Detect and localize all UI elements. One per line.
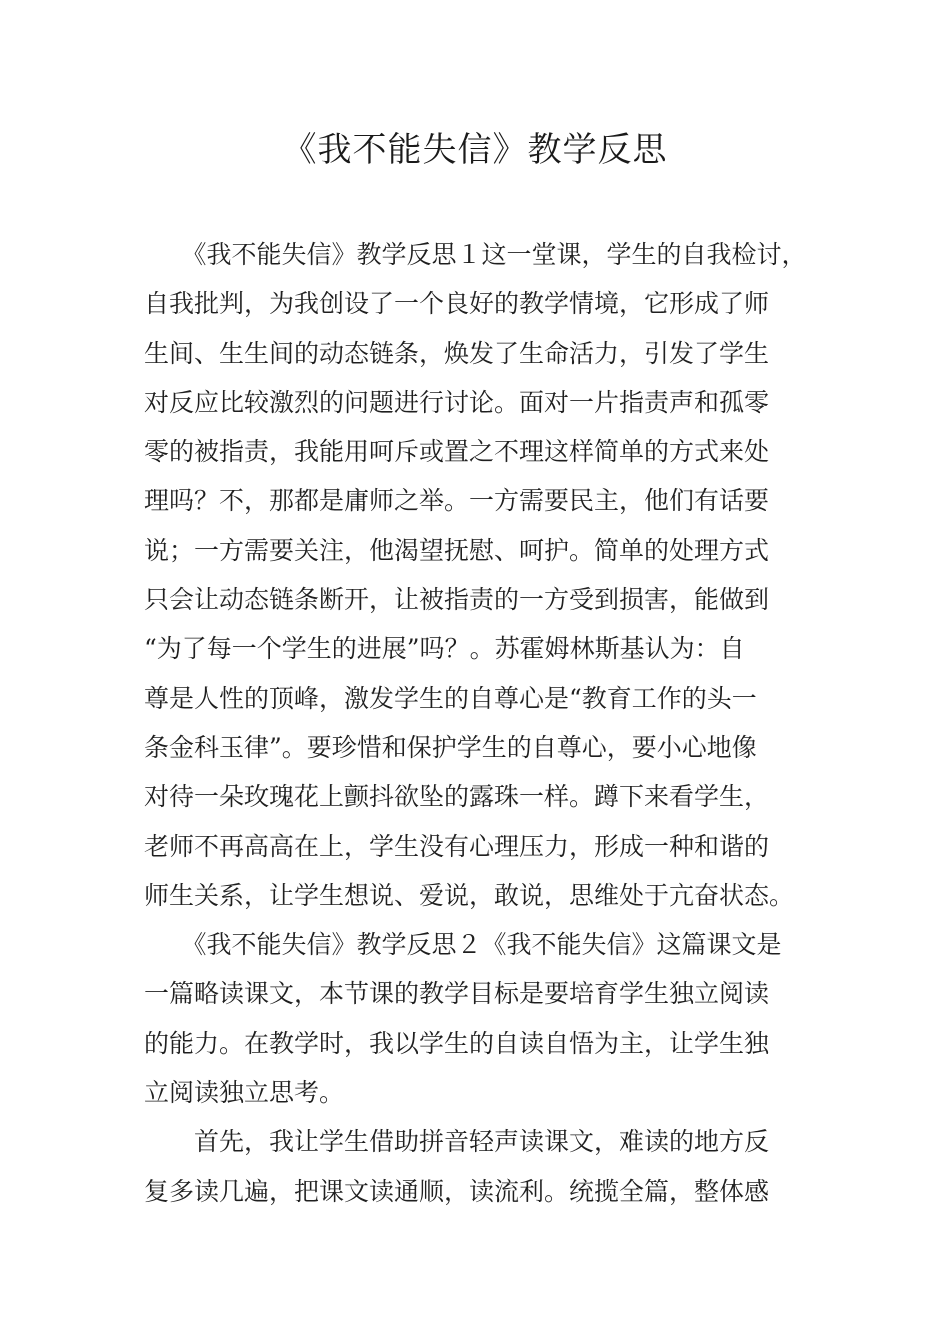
text-line: 《我不能失信》教学反思１这一堂课，学生的自我检讨， — [144, 240, 807, 269]
text-line: 《我不能失信》教学反思２《我不能失信》这篇课文是 — [144, 930, 782, 960]
text-line: 的能力。在教学时，我以学生的自读自悟为主，让学生独 — [144, 1028, 770, 1058]
text-line: 一篇略读课文，本节课的教学目标是要培育学生独立阅读 — [144, 979, 770, 1009]
text-line: 立阅读独立思考。 — [144, 1078, 345, 1108]
text-line: 生间、生生间的动态链条，焕发了生命活力，引发了学生 — [144, 338, 770, 368]
text-line: 尊是人性的顶峰，激发学生的自尊心是“教育工作的头一 — [144, 683, 757, 713]
text-line: 对待一朵玫瑰花上颤抖欲坠的露珠一样。蹲下来看学生， — [144, 782, 770, 812]
text-line: 首先，我让学生借助拼音轻声读课文，难读的地方反 — [144, 1127, 770, 1157]
text-line: 对反应比较激烈的问题进行讨论。面对一片指责声和孤零 — [144, 387, 770, 417]
text-line: 自我批判，为我创设了一个良好的教学情境，它形成了师 — [144, 289, 770, 319]
text-line: 说；一方需要关注，他渴望抚慰、呵护。简单的处理方式 — [144, 535, 770, 565]
text-line: 零的被指责，我能用呵斥或置之不理这样简单的方式来处 — [144, 437, 770, 467]
text-line: 老师不再高高在上，学生没有心理压力，形成一种和谐的 — [144, 831, 770, 861]
text-line: 师生关系，让学生想说、爱说，敢说，思维处于亢奋状态。 — [144, 880, 795, 910]
text-line: 复多读几遍，把课文读通顺，读流利。统揽全篇，整体感 — [144, 1176, 770, 1206]
text-line: 条金科玉律”。要珍惜和保护学生的自尊心，要小心地像 — [144, 732, 757, 762]
document-title: 《我不能失信》教学反思 — [282, 130, 668, 170]
text-line: “为了每一个学生的进展”吗？。苏霍姆林斯基认为：自 — [144, 634, 745, 664]
document-body — [144, 230, 810, 1216]
text-line: 理吗？不，那都是庸师之举。一方需要民主，他们有话要 — [144, 486, 770, 516]
text-line: 只会让动态链条断开，让被指责的一方受到损害，能做到 — [144, 585, 770, 615]
